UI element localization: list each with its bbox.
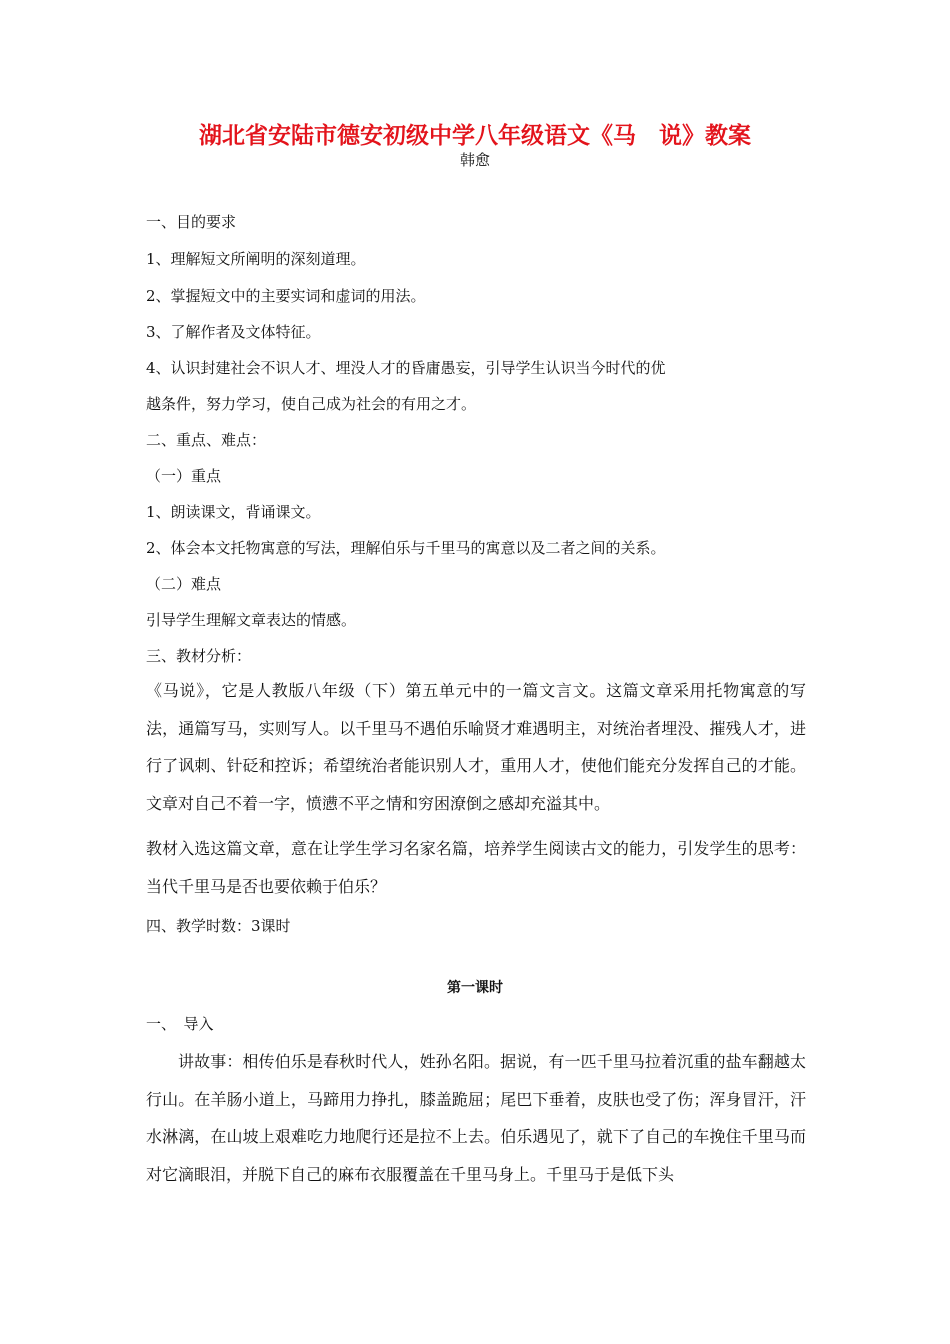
analysis-paragraph-2: 教材入选这篇文章，意在让学生学习名家名篇，培养学生阅读古文的能力，引发学生的思考：当代千里马是否也要依赖于伯乐？	[146, 839, 806, 896]
section-heading-key-points: 二、重点、难点：	[146, 431, 267, 449]
section-heading-objectives: 一、目的要求	[146, 213, 237, 231]
difficulty-text: 引导学生理解文章表达的情感。	[146, 611, 357, 629]
author-name: 韩愈	[459, 151, 490, 169]
story-paragraph: 讲故事：相传伯乐是春秋时代人，姓孙名阳。据说，有一匹千里马拉着沉重的盐车翻越太行山。在羊肠小道上，马蹄用力挣扎，膝盖跪屈；尾巴下垂着，皮肤也受了伤；浑身冒汗，汗水淋漓，在山坡上艰难吃力地爬行还是拉不上去。伯乐遇见了，就下了自己的车挽住千里马而对它滴眼泪，并脱下自己的麻布衣服覆盖在千里马身上。千里马于是低下头	[146, 1052, 806, 1184]
key-point-item-2: 2、体会本文托物寓意的写法，理解伯乐与千里马的寓意以及二者之间的关系。	[146, 539, 666, 557]
objective-item-4-continued: 越条件，努力学习，使自己成为社会的有用之才。	[146, 395, 477, 413]
objective-item-3: 3、了解作者及文体特征。	[146, 323, 321, 341]
objective-item-4: 4、认识封建社会不识人才、埋没人才的昏庸愚妄，引导学生认识当今时代的优	[146, 359, 666, 377]
key-point-item-1: 1、朗读课文，背诵课文。	[146, 503, 321, 521]
section-heading-class-hours: 四、教学时数：3课时	[146, 917, 291, 935]
analysis-paragraph-1: 《马说》，它是人教版八年级（下）第五单元中的一篇文言文。这篇文章采用托物寓意的写法，通篇写马，实则写人。以千里马不遇伯乐喻贤才难遇明主，对统治者埋没、摧残人才，进行了讽刺、针砭和控诉；希望统治者能识别人才，重用人才，使他们能充分发挥自己的才能。文章对自己不着一字，愤懑不平之情和穷困潦倒之感却充溢其中。	[146, 681, 806, 813]
lesson-title: 第一课时	[447, 980, 503, 996]
step-heading-introduction: 一、 导入	[146, 1015, 214, 1033]
section-heading-analysis: 三、教材分析：	[146, 647, 252, 665]
document-title: 湖北省安陆市德安初级中学八年级语文《马 说》教案	[199, 123, 751, 149]
subheading-key-points: （一）重点	[146, 467, 222, 485]
objective-item-1: 1、理解短文所阐明的深刻道理。	[146, 250, 366, 268]
subheading-difficulties: （二）难点	[146, 575, 222, 593]
objective-item-2: 2、掌握短文中的主要实词和虚词的用法。	[146, 287, 426, 305]
